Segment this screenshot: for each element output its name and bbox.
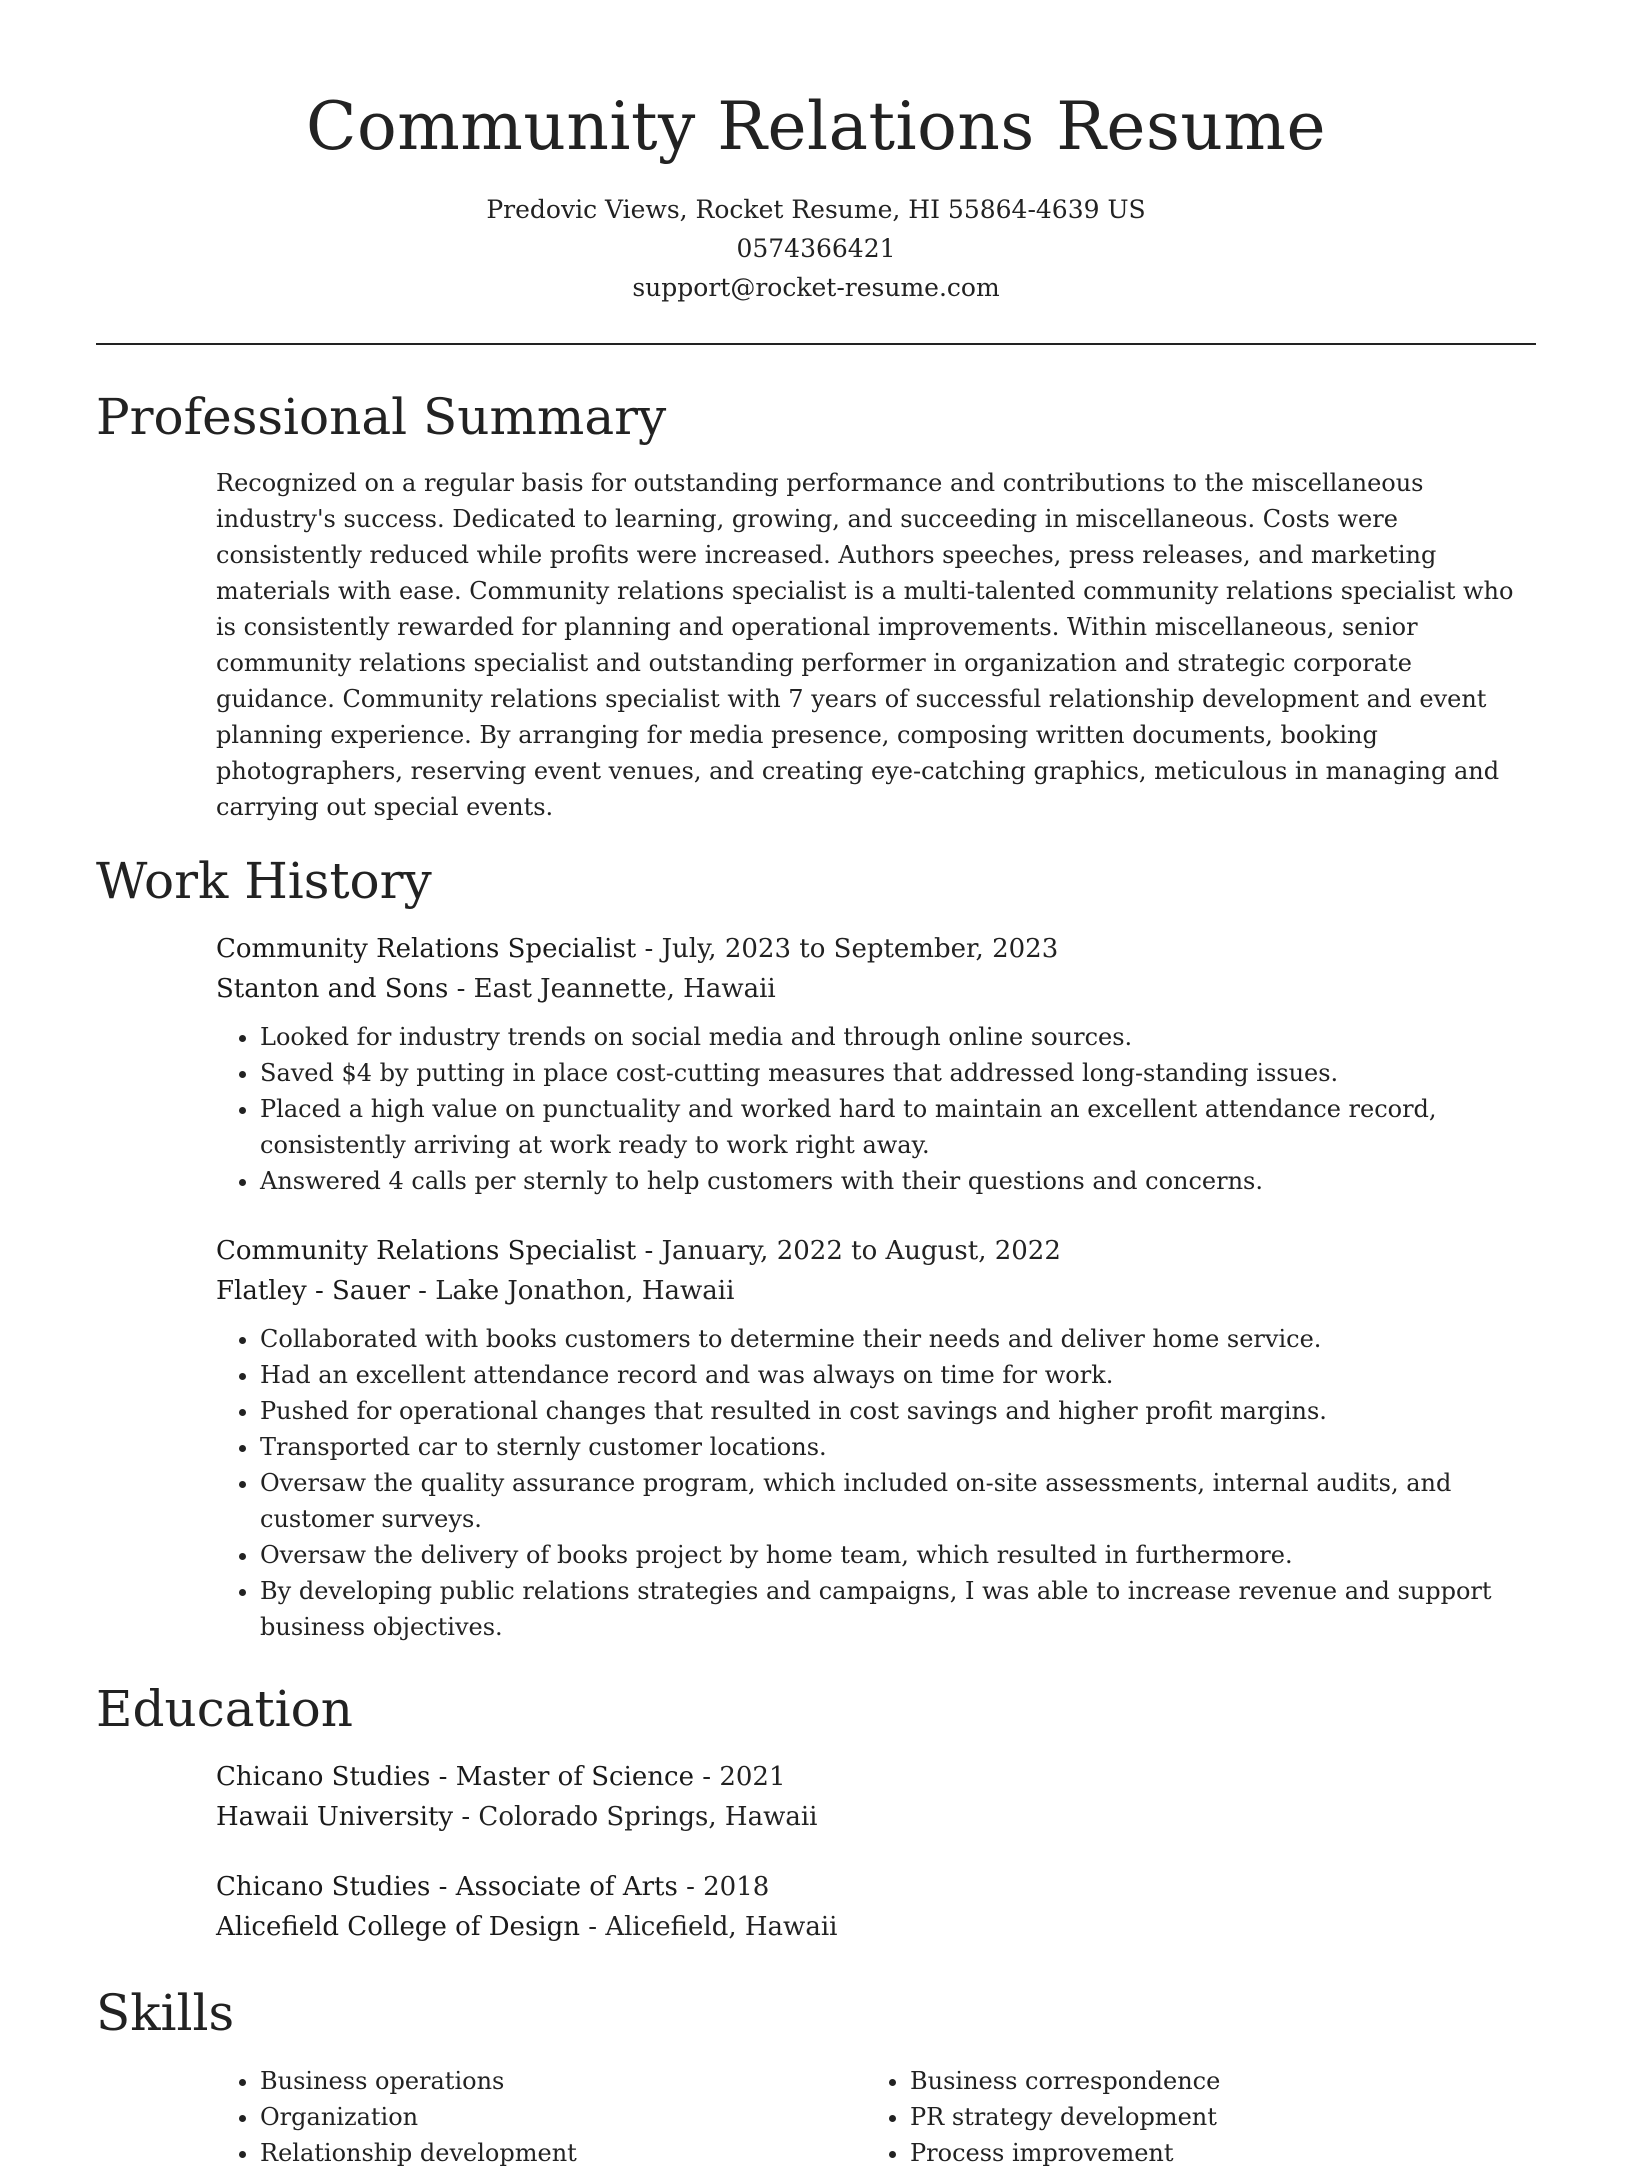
list-item: • By developing public relations strategies and campaigns, I was able to increase revenue and support business objectives. (260, 1573, 1536, 1645)
list-item: • Business correspondence (910, 2063, 1516, 2099)
skills-column-left (216, 2059, 866, 2171)
resume-page (96, 0, 1536, 2171)
skills-list-right (866, 2063, 1516, 2171)
education-location: - Alicefield, Hawaii (580, 1912, 838, 1942)
list-item: • Relationship development (260, 2135, 866, 2171)
education-school-line (216, 1797, 1536, 1837)
list-item: • Organization (260, 2099, 866, 2135)
work-history-section (96, 845, 1536, 1645)
job-company: Flatley - Sauer (216, 1276, 410, 1306)
list-item: • Process improvement (910, 2135, 1516, 2171)
job-dates: - January, 2022 to August, 2022 (636, 1236, 1061, 1266)
list-item: • Collaborated with books customers to determine their needs and deliver home service. (260, 1321, 1536, 1357)
education-field: Chicano Studies (216, 1762, 431, 1792)
education-entry (216, 1757, 1536, 1837)
contact-phone: 0574366421 (736, 234, 896, 263)
job-location: - East Jeannette, Hawaii (448, 974, 776, 1004)
education-school: Hawaii University (216, 1802, 454, 1832)
section-heading-summary: Professional Summary (96, 388, 667, 446)
list-item: • PR strategy development (910, 2099, 1516, 2135)
education-year: - 2021 (694, 1762, 786, 1792)
job-entry (216, 1231, 1536, 1645)
section-heading-education: Education (96, 1680, 353, 1738)
job-dates: - July, 2023 to September, 2023 (636, 934, 1059, 964)
list-item: • Saved $4 by putting in place cost-cutting measures that addressed long-standing issues. (260, 1055, 1536, 1091)
skills-section (96, 1977, 1536, 2171)
education-location: - Colorado Springs, Hawaii (453, 1802, 818, 1832)
education-field: Chicano Studies (216, 1872, 431, 1902)
list-item: • Placed a high value on punctuality and worked hard to maintain an excellent attendance record, consistently arriving at work ready to work right away. (260, 1091, 1536, 1163)
header-divider (96, 343, 1536, 345)
skills-column-right (866, 2059, 1516, 2171)
skills-columns (216, 2059, 1536, 2171)
job-location: - Lake Jonathon, Hawaii (409, 1276, 735, 1306)
contact-email: support@rocket-resume.com (632, 273, 1000, 302)
education-entry (216, 1867, 1536, 1947)
education-school-line (216, 1907, 1536, 1947)
list-item: • Answered 4 calls per sternly to help customers with their questions and concerns. (260, 1163, 1536, 1199)
list-item: • Oversaw the delivery of books project by home team, which resulted in furthermore. (260, 1537, 1536, 1573)
job-title-line (216, 1231, 1536, 1271)
list-item: • Looked for industry trends on social media and through online sources. (260, 1019, 1536, 1055)
education-degree-line (216, 1867, 1536, 1907)
job-place-line (216, 1271, 1536, 1311)
job-place-line (216, 969, 1536, 1009)
section-heading-skills: Skills (96, 1984, 235, 2042)
list-item: • Pushed for operational changes that resulted in cost savings and higher profit margins. (260, 1393, 1536, 1429)
list-item: • Oversaw the quality assurance program, which included on-site assessments, internal audits, and customer surveys. (260, 1465, 1536, 1537)
list-item: • Had an excellent attendance record and was always on time for work. (260, 1357, 1536, 1393)
list-item: • Business operations (260, 2063, 866, 2099)
education-degree: - Master of Science (430, 1762, 694, 1792)
education-year: - 2018 (677, 1872, 770, 1902)
job-bullets (216, 1321, 1536, 1645)
section-heading-work-history: Work History (96, 852, 432, 910)
education-degree: - Associate of Arts (430, 1872, 678, 1902)
summary-section (96, 381, 1536, 825)
job-title: Community Relations Specialist (216, 1236, 637, 1266)
job-entry (216, 929, 1536, 1199)
education-school: Alicefield College of Design (216, 1912, 580, 1942)
resume-header (96, 0, 1536, 307)
job-bullets (216, 1019, 1536, 1199)
summary-text: Recognized on a regular basis for outstanding performance and contributions to the miscellaneous industry's success. Dedicated to learning, growing, and succeeding in miscellaneous. Costs were consistently reduced while profits were increased. Authors speeches, press releases, and marketing materials with ease. Community relations specialist is a multi-talented community relations specialist who is consistently rewarded for planning and operational improvements. Within miscellaneous, senior community relations specialist and outstanding performer in organization and strategic corporate guidance. Community relations specialist with 7 years of successful relationship development and event planning experience. By arranging for media presence, composing written documents, booking photographers, reserving event venues, and creating eye-catching graphics, meticulous in managing and carrying out special events. (216, 469, 1514, 821)
education-degree-line (216, 1757, 1536, 1797)
list-item: • Transported car to sternly customer locations. (260, 1429, 1536, 1465)
job-title: Community Relations Specialist (216, 934, 637, 964)
skills-list-left (216, 2063, 866, 2171)
job-title-line (216, 929, 1536, 969)
education-section (96, 1673, 1536, 1947)
job-company: Stanton and Sons (216, 974, 449, 1004)
contact-address: Predovic Views, Rocket Resume, HI 55864-4639 US (486, 195, 1146, 224)
resume-title: Community Relations Resume (305, 88, 1326, 165)
